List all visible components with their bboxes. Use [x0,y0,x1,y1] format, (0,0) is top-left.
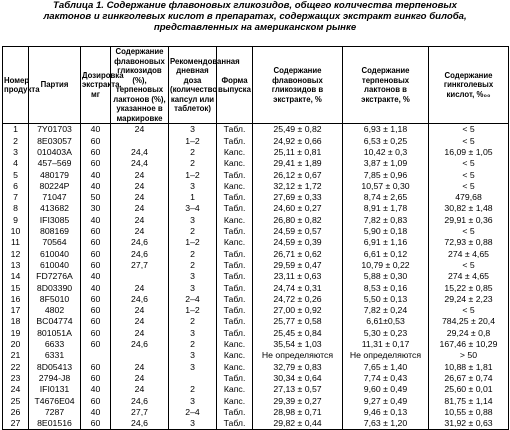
table-cell: 2–4 [169,293,217,304]
table-cell: 10,57 ± 0,30 [343,180,429,191]
table-row [3,293,509,304]
table-cell: 24,6 [111,237,169,248]
table-cell: 16 [3,293,29,304]
header-cell: Номер продукта [3,47,29,124]
table-cell: 2794-J8 [29,373,81,384]
data-table [2,46,509,430]
table-cell: 274 ± 4,65 [429,271,509,282]
table-cell: 10,55 ± 0,88 [429,406,509,417]
table-cell: 2 [169,147,217,158]
table-cell: 29,24 ± 2,23 [429,293,509,304]
header-cell: Дозировка экстракта, мг [81,47,111,124]
table-cell: 3 [169,282,217,293]
table-cell: Табл. [217,406,253,417]
table-cell: 24 [111,361,169,372]
table-cell: Капс. [217,147,253,158]
table-cell: 50 [81,192,111,203]
table-row [3,305,509,316]
table-cell: 22 [3,361,29,372]
table-cell: 26,67 ± 0,74 [429,373,509,384]
table-cell: 6,61±0,53 [343,316,429,327]
table-row [3,192,509,203]
table-cell: Табл. [217,293,253,304]
table-cell: 11 [3,237,29,248]
table-cell: 35,54 ± 1,03 [253,339,343,350]
header-cell: Форма выпуска [217,47,253,124]
table-cell: 40 [81,406,111,417]
table-cell: 8,91 ± 1,78 [343,203,429,214]
table-cell: 6331 [29,350,81,361]
table-cell: 24 [111,214,169,225]
table-cell: 25 [3,395,29,406]
table-cell: 610040 [29,260,81,271]
table-cell: 808169 [29,226,81,237]
table-cell: 10,88 ± 1,81 [429,361,509,372]
table-row [3,203,509,214]
table-row [3,361,509,372]
table-cell: Табл. [217,169,253,180]
table-cell: 26,71 ± 0,62 [253,248,343,259]
table-cell: BC04774 [29,316,81,327]
table-cell: Капс. [217,395,253,406]
table-cell: 81,75 ± 1,14 [429,395,509,406]
table-cell: Табл. [217,418,253,430]
table-cell: 457–569 [29,158,81,169]
table-cell: 28,98 ± 0,71 [253,406,343,417]
table-cell: 24,6 [111,418,169,430]
table-cell: 3 [169,214,217,225]
table-cell: 60 [81,248,111,259]
table-cell: 24,72 ± 0,26 [253,293,343,304]
table-cell: 60 [81,226,111,237]
table-row [3,147,509,158]
table-caption [0,0,510,45]
table-cell: 60 [81,339,111,350]
table-cell: Капс. [217,361,253,372]
table-cell: 24,6 [111,248,169,259]
table-cell: 29,24 ± 0,8 [429,327,509,338]
table-cell: 8D05413 [29,361,81,372]
table-cell: 480179 [29,169,81,180]
table-cell: Табл. [217,316,253,327]
table-cell: 40 [81,124,111,136]
table-cell: 8E01516 [29,418,81,430]
table-cell: < 5 [429,305,509,316]
table-cell: 610040 [29,248,81,259]
table-cell: 24,59 ± 0,39 [253,237,343,248]
table-cell: Табл. [217,203,253,214]
table-cell: 25,60 ± 0,01 [429,384,509,395]
table-cell: 5,30 ± 0,23 [343,327,429,338]
table-cell: 3 [169,327,217,338]
table-cell: 24 [111,316,169,327]
table-cell: 60 [81,418,111,430]
table-cell: 9 [3,214,29,225]
table-cell: 8F5010 [29,293,81,304]
table-cell: 8,53 ± 0,16 [343,282,429,293]
table-row [3,169,509,180]
table-cell: 40 [81,384,111,395]
table-cell: 60 [81,237,111,248]
table-cell: 29,82 ± 0,44 [253,418,343,430]
table-row [3,271,509,282]
table-cell: 3 [169,395,217,406]
table-cell: 24,92 ± 0,66 [253,135,343,146]
table-cell: Капс. [217,384,253,395]
table-cell: 27,13 ± 0,57 [253,384,343,395]
table-cell: 1–2 [169,135,217,146]
table-cell: 8,74 ± 2,65 [343,192,429,203]
table-cell: 24,6 [111,395,169,406]
table-cell: 8D03390 [29,282,81,293]
table-cell: 3 [169,418,217,430]
table-cell: 24 [111,305,169,316]
table-cell: 6,91 ± 1,16 [343,237,429,248]
header-cell: Содержание флавоновых гликозидов в экстракте, % [253,47,343,124]
header-cell: Содержание флавоновых гликозидов (%), терпеновых лактонов (%), указанное в маркировке [111,47,169,124]
table-cell: 2 [169,316,217,327]
table-cell: < 5 [429,260,509,271]
table-cell: 8 [3,203,29,214]
table-row [3,248,509,259]
table-cell: 7Y01703 [29,124,81,136]
table-cell: 5,90 ± 0,18 [343,226,429,237]
table-row [3,406,509,417]
table-cell: 5,88 ± 0,30 [343,271,429,282]
table-cell: 18 [3,316,29,327]
table-cell: Табл. [217,282,253,293]
table-cell: 2 [169,260,217,271]
table-cell: 6,53 ± 0,25 [343,135,429,146]
table-cell: 60 [81,147,111,158]
table-cell: 24 [111,180,169,191]
table-cell: 60 [81,316,111,327]
table-cell: 24 [111,169,169,180]
table-cell: 25,11 ± 0,81 [253,147,343,158]
table-cell: < 5 [429,180,509,191]
table-cell: 274 ± 4,65 [429,248,509,259]
table-cell: Не определяются [343,350,429,361]
table-cell: 5 [3,169,29,180]
table-cell: 413682 [29,203,81,214]
table-cell: 14 [3,271,29,282]
table-cell: 6,93 ± 1,18 [343,124,429,136]
header-cell: Содержание гинкголевых кислот, %₀₀ [429,47,509,124]
table-cell: 5,50 ± 0,13 [343,293,429,304]
table-cell: 2 [169,226,217,237]
table-cell: 7,74 ± 0,43 [343,373,429,384]
table-cell: 7,85 ± 0,96 [343,169,429,180]
header-cell: Партия [29,47,81,124]
table-cell: 40 [81,169,111,180]
table-cell: 7 [3,192,29,203]
table-cell: Табл. [217,373,253,384]
table-cell: 30 [81,203,111,214]
table-cell: Капс. [217,158,253,169]
table-cell: 24,60 ± 0,27 [253,203,343,214]
table-cell: Табл. [217,135,253,146]
table-cell: 30,82 ± 1,48 [429,203,509,214]
table-cell: 24,6 [111,293,169,304]
table-cell: 24,4 [111,158,169,169]
table-cell: 2 [169,248,217,259]
table-cell: 24 [111,327,169,338]
table-cell: 70564 [29,237,81,248]
table-row [3,384,509,395]
table-cell: 6633 [29,339,81,350]
table-cell: 7,82 ± 0,83 [343,214,429,225]
table-row [3,135,509,146]
table-cell: 27,69 ± 0,33 [253,192,343,203]
table-cell: 29,59 ± 0,47 [253,260,343,271]
table-cell: 7,82 ± 0,24 [343,305,429,316]
table-cell: 20 [3,339,29,350]
table-cell: 1–2 [169,237,217,248]
table-cell: 15,22 ± 0,85 [429,282,509,293]
table-cell: 24 [111,226,169,237]
table-row [3,226,509,237]
table-cell: 801051A [29,327,81,338]
table-row [3,158,509,169]
table-cell: 72,93 ± 0,88 [429,237,509,248]
table-cell: T4676E04 [29,395,81,406]
table-cell: 784,25 ± 20,4 [429,316,509,327]
table-cell: 24,59 ± 0,57 [253,226,343,237]
table-cell [111,135,169,146]
table-cell: 60 [81,395,111,406]
table-cell: 9,46 ± 0,13 [343,406,429,417]
table-cell: 60 [81,135,111,146]
table-cell: Капс. [217,180,253,191]
table-cell: 60 [81,361,111,372]
table-cell: 10,42 ± 0,3 [343,147,429,158]
table-cell: 32,12 ± 1,72 [253,180,343,191]
table-cell: > 50 [429,350,509,361]
table-row [3,327,509,338]
table-cell: Табл. [217,192,253,203]
table-cell: 16,09 ± 1,05 [429,147,509,158]
table-cell: 7,65 ± 1,40 [343,361,429,372]
table-cell: 167,46 ± 10,29 [429,339,509,350]
table-row [3,316,509,327]
table-cell: 2 [169,339,217,350]
table-cell: 10,79 ± 0,22 [343,260,429,271]
table-cell: 60 [81,373,111,384]
table-cell: 40 [81,271,111,282]
table-cell: 2 [169,384,217,395]
header-cell: Содержание терпеновых лактонов в экстракте, % [343,47,429,124]
table-cell: 24 [3,384,29,395]
table-cell: FD7276A [29,271,81,282]
table-cell: 24 [111,203,169,214]
table-cell: 26,80 ± 0,82 [253,214,343,225]
table-cell: Капс. [217,214,253,225]
table-cell: 11,31 ± 0,17 [343,339,429,350]
table-cell: Табл. [217,226,253,237]
table-cell: 24,4 [111,147,169,158]
caption-line-2: лактонов и гинкголевых кислот в препаратах, содержащих экстракт гинкго билоба, [43,11,467,22]
table-row [3,339,509,350]
table-cell: 9,60 ± 0,49 [343,384,429,395]
header-cell: Рекомендованная дневная доза (количество капсул или таблеток) [169,47,217,124]
table-cell: 479,68 [429,192,509,203]
table-cell: 27,7 [111,406,169,417]
table-cell: 3 [169,180,217,191]
table-cell: < 5 [429,158,509,169]
table-cell: 40 [81,214,111,225]
table-cell: 1–2 [169,305,217,316]
table-cell: 3 [3,147,29,158]
table-cell: Табл. [217,248,253,259]
table-cell [111,350,169,361]
table-row [3,180,509,191]
table-cell: 10 [3,226,29,237]
table-cell [111,271,169,282]
table-cell: 27,00 ± 0,92 [253,305,343,316]
table-row [3,214,509,225]
table-cell: 3 [169,271,217,282]
table-cell: 32,79 ± 0,83 [253,361,343,372]
table-cell: 40 [81,282,111,293]
table-row [3,124,509,136]
table-cell: IFI3085 [29,214,81,225]
table-cell: 30,34 ± 0,64 [253,373,343,384]
table-cell: 9,27 ± 0,49 [343,395,429,406]
table-cell: 60 [81,260,111,271]
table-cell: 60 [81,305,111,316]
table-cell: 27 [3,418,29,430]
table-row [3,418,509,430]
table-cell: 25,45 ± 0,84 [253,327,343,338]
table-cell: 29,91 ± 0,36 [429,214,509,225]
table-row [3,260,509,271]
table-cell: 60 [81,293,111,304]
caption-line-1: Таблица 1. Содержание флавоновых гликозидов, общего количества терпеновых [53,0,457,11]
table-row [3,395,509,406]
table-cell: 23 [3,373,29,384]
table-cell: 60 [81,327,111,338]
table-cell: 6,61 ± 0,12 [343,248,429,259]
table-cell: 24 [111,373,169,384]
table-cell: Табл. [217,271,253,282]
table-cell: 3–4 [169,203,217,214]
table-cell: Табл. [217,260,253,271]
table-cell: Табл. [217,305,253,316]
table-cell: 29,41 ± 1,89 [253,158,343,169]
table-cell: 24 [111,124,169,136]
table-cell: Табл. [217,124,253,136]
table-cell: 1–2 [169,169,217,180]
table-cell [169,373,217,384]
table-cell: 15 [3,282,29,293]
table-cell: 80224P [29,180,81,191]
table-row [3,237,509,248]
table-cell: 25,49 ± 0,82 [253,124,343,136]
table-cell: 17 [3,305,29,316]
table-cell: 2–4 [169,406,217,417]
table-cell: 4802 [29,305,81,316]
table-cell: < 5 [429,226,509,237]
table-cell: 4 [3,158,29,169]
table-cell: 27,7 [111,260,169,271]
table-cell: < 5 [429,169,509,180]
table-cell: 19 [3,327,29,338]
table-cell: 13 [3,260,29,271]
table-cell: < 5 [429,124,509,136]
table-cell: 1 [169,192,217,203]
table-cell: 23,11 ± 0,63 [253,271,343,282]
table-cell: 8E03057 [29,135,81,146]
table-cell: Капс. [217,237,253,248]
table-cell: Не определяются [253,350,343,361]
table-cell: 2 [3,135,29,146]
table-cell: 21 [3,350,29,361]
table-row [3,282,509,293]
table-cell: 3,87 ± 1,09 [343,158,429,169]
table-cell: 26,12 ± 0,67 [253,169,343,180]
table-cell: 12 [3,248,29,259]
table-cell: 31,92 ± 0,63 [429,418,509,430]
table-cell: 60 [81,158,111,169]
table-cell: Капс. [217,339,253,350]
table-cell: Табл. [217,327,253,338]
table-cell: 24,74 ± 0,31 [253,282,343,293]
table-cell: 25,77 ± 0,58 [253,316,343,327]
table-body [3,124,509,430]
table-cell: IFI0131 [29,384,81,395]
table-cell: 29,39 ± 0,27 [253,395,343,406]
table-cell [81,350,111,361]
table-cell: 26 [3,406,29,417]
table-cell: 1 [3,124,29,136]
table-cell: < 5 [429,135,509,146]
table-cell: 3 [169,124,217,136]
table-cell: 24,6 [111,339,169,350]
table-row [3,373,509,384]
table-cell: 2 [169,158,217,169]
table-cell: 3 [169,361,217,372]
table-cell: 40 [81,180,111,191]
table-cell: 24 [111,192,169,203]
table-cell: 7287 [29,406,81,417]
table-cell: 6 [3,180,29,191]
table-cell: 010403A [29,147,81,158]
table-cell: 71047 [29,192,81,203]
caption-line-3: представленных на американском рынке [153,22,357,33]
table-cell: 3 [169,350,217,361]
table-cell: 7,63 ± 1,20 [343,418,429,430]
table-row [3,350,509,361]
table-cell: Капс. [217,350,253,361]
table-cell: 24 [111,282,169,293]
table-cell: 24 [111,384,169,395]
header-row [3,47,509,124]
